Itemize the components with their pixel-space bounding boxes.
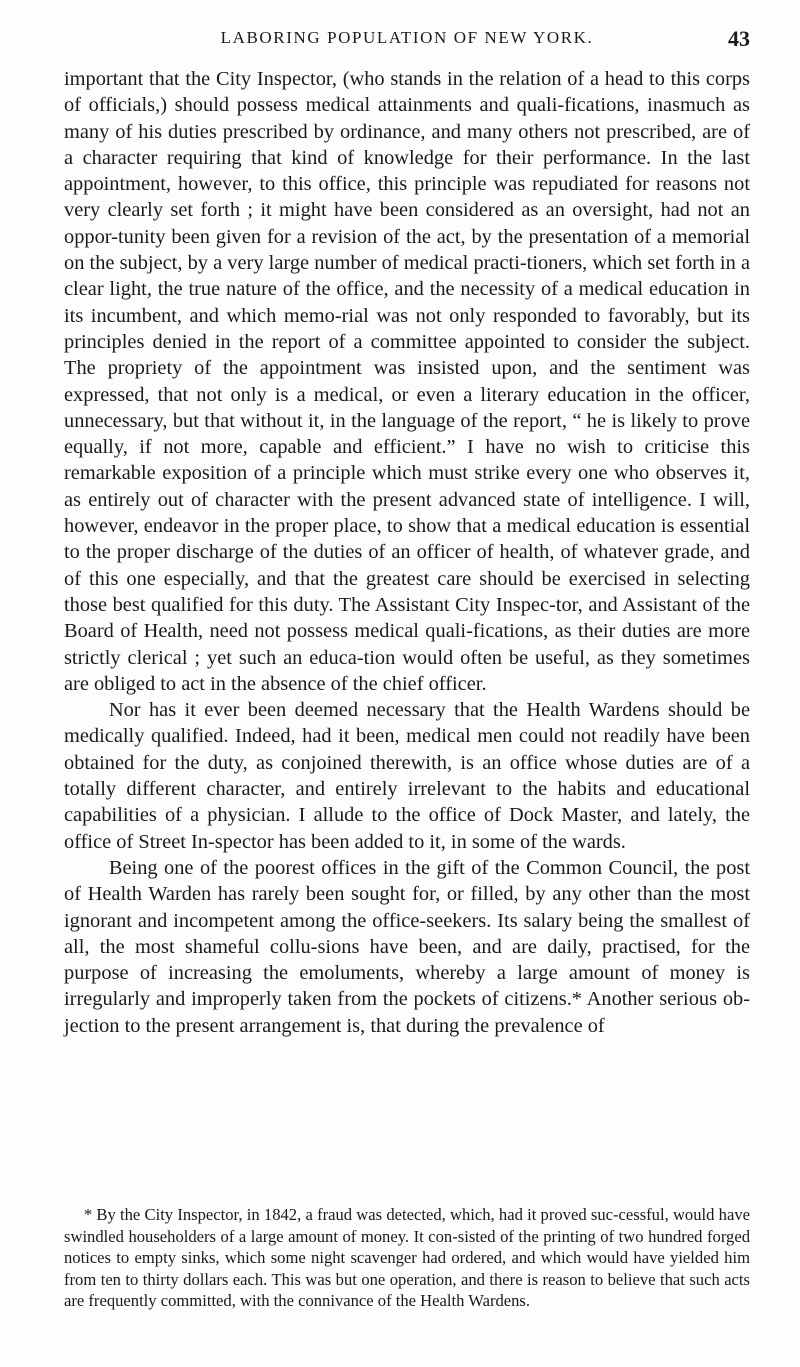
footnote: * By the City Inspector, in 1842, a fraud was detected, which, had it proved suc-cessful, would have swindled householders of a large amount of money. It con-sisted of the printing of two hundred forged notices to empty sinks, which some night scavenger had ordered, and which would have yielded him from ten to thirty dollars each. This was but one operation, and there is reason to believe that such acts are frequently committed, with the connivance of the Health Wardens. [64,1205,750,1311]
page-number: 43 [728,26,750,51]
paragraph-continued: important that the City Inspector, (who stands in the relation of a head to this corps of officials,) should possess medical attainments and quali-fications, inasmuch as many of his duties prescribed by ordinance, and many others not prescribed, are of a character requiring that kind of knowledge for their performance. In the last appointment, however, to this office, this principle was repudiated for reasons not very clearly set forth ; it might have been considered as an oversight, had not an oppor-tunity been given for a revision of the act, by the presentation of a memorial on the subject, by a very large number of medical practi-tioners, which set forth in a clear light, the true nature of the office, and the necessity of a medical education in its incumbent, and which memo-rial was not only responded to favorably, but its principles denied in the report of a committee appointed to consider the subject. The propriety of the appointment was insisted upon, and the sentiment was expressed, that not only is a medical, or even a literary education in the officer, unnecessary, but that without it, in the language of the report, “ he is likely to prove equally, if not more, capable and efficient.” I have no wish to criticise this remarkable exposition of a principle which must strike every one who observes it, as entirely out of character with the present advanced state of intelligence. I will, however, endeavor in the proper place, to show that a medical education is essential to the proper discharge of the duties of an officer of health, of whatever grade, and of this one especially, and that the greatest care should be exercised in selecting those best qualified for this duty. The Assistant City Inspec-tor, and Assistant of the Board of Health, need not possess medical quali-fications, as their duties are more strictly clerical ; yet such an educa-tion would often be useful, as they sometimes are obliged to act in the absence of the chief officer. [64,68,750,695]
running-header [64,28,750,56]
running-title: LABORING POPULATION OF NEW YORK. [220,28,594,47]
body-text [64,66,750,1039]
paragraph-common-council: Being one of the poorest offices in the gift of the Common Council, the post of Health Warden has rarely been sought for, or filled, by any other than the most ignorant and incompetent among the office-seekers. Its salary being the smallest of all, the most shameful collu-sions have been, and are daily, practised, for the purpose of increasing the emoluments, whereby a large amount of money is irregularly and improperly taken from the pockets of citizens.* Another serious ob-jection to the present arrangement is, that during the prevalence of [64,856,750,1037]
paragraph-health-wardens: Nor has it ever been deemed necessary that the Health Wardens should be medically qualified. Indeed, had it been, medical men could not readily have been obtained for the duty, as conjoined therewith, is an office whose duties are of a totally different character, and entirely irrelevant to the habits and educational capabilities of a physician. I allude to the office of Dock Master, and lately, the office of Street In-spector has been added to it, in some of the wards. [64,699,750,853]
